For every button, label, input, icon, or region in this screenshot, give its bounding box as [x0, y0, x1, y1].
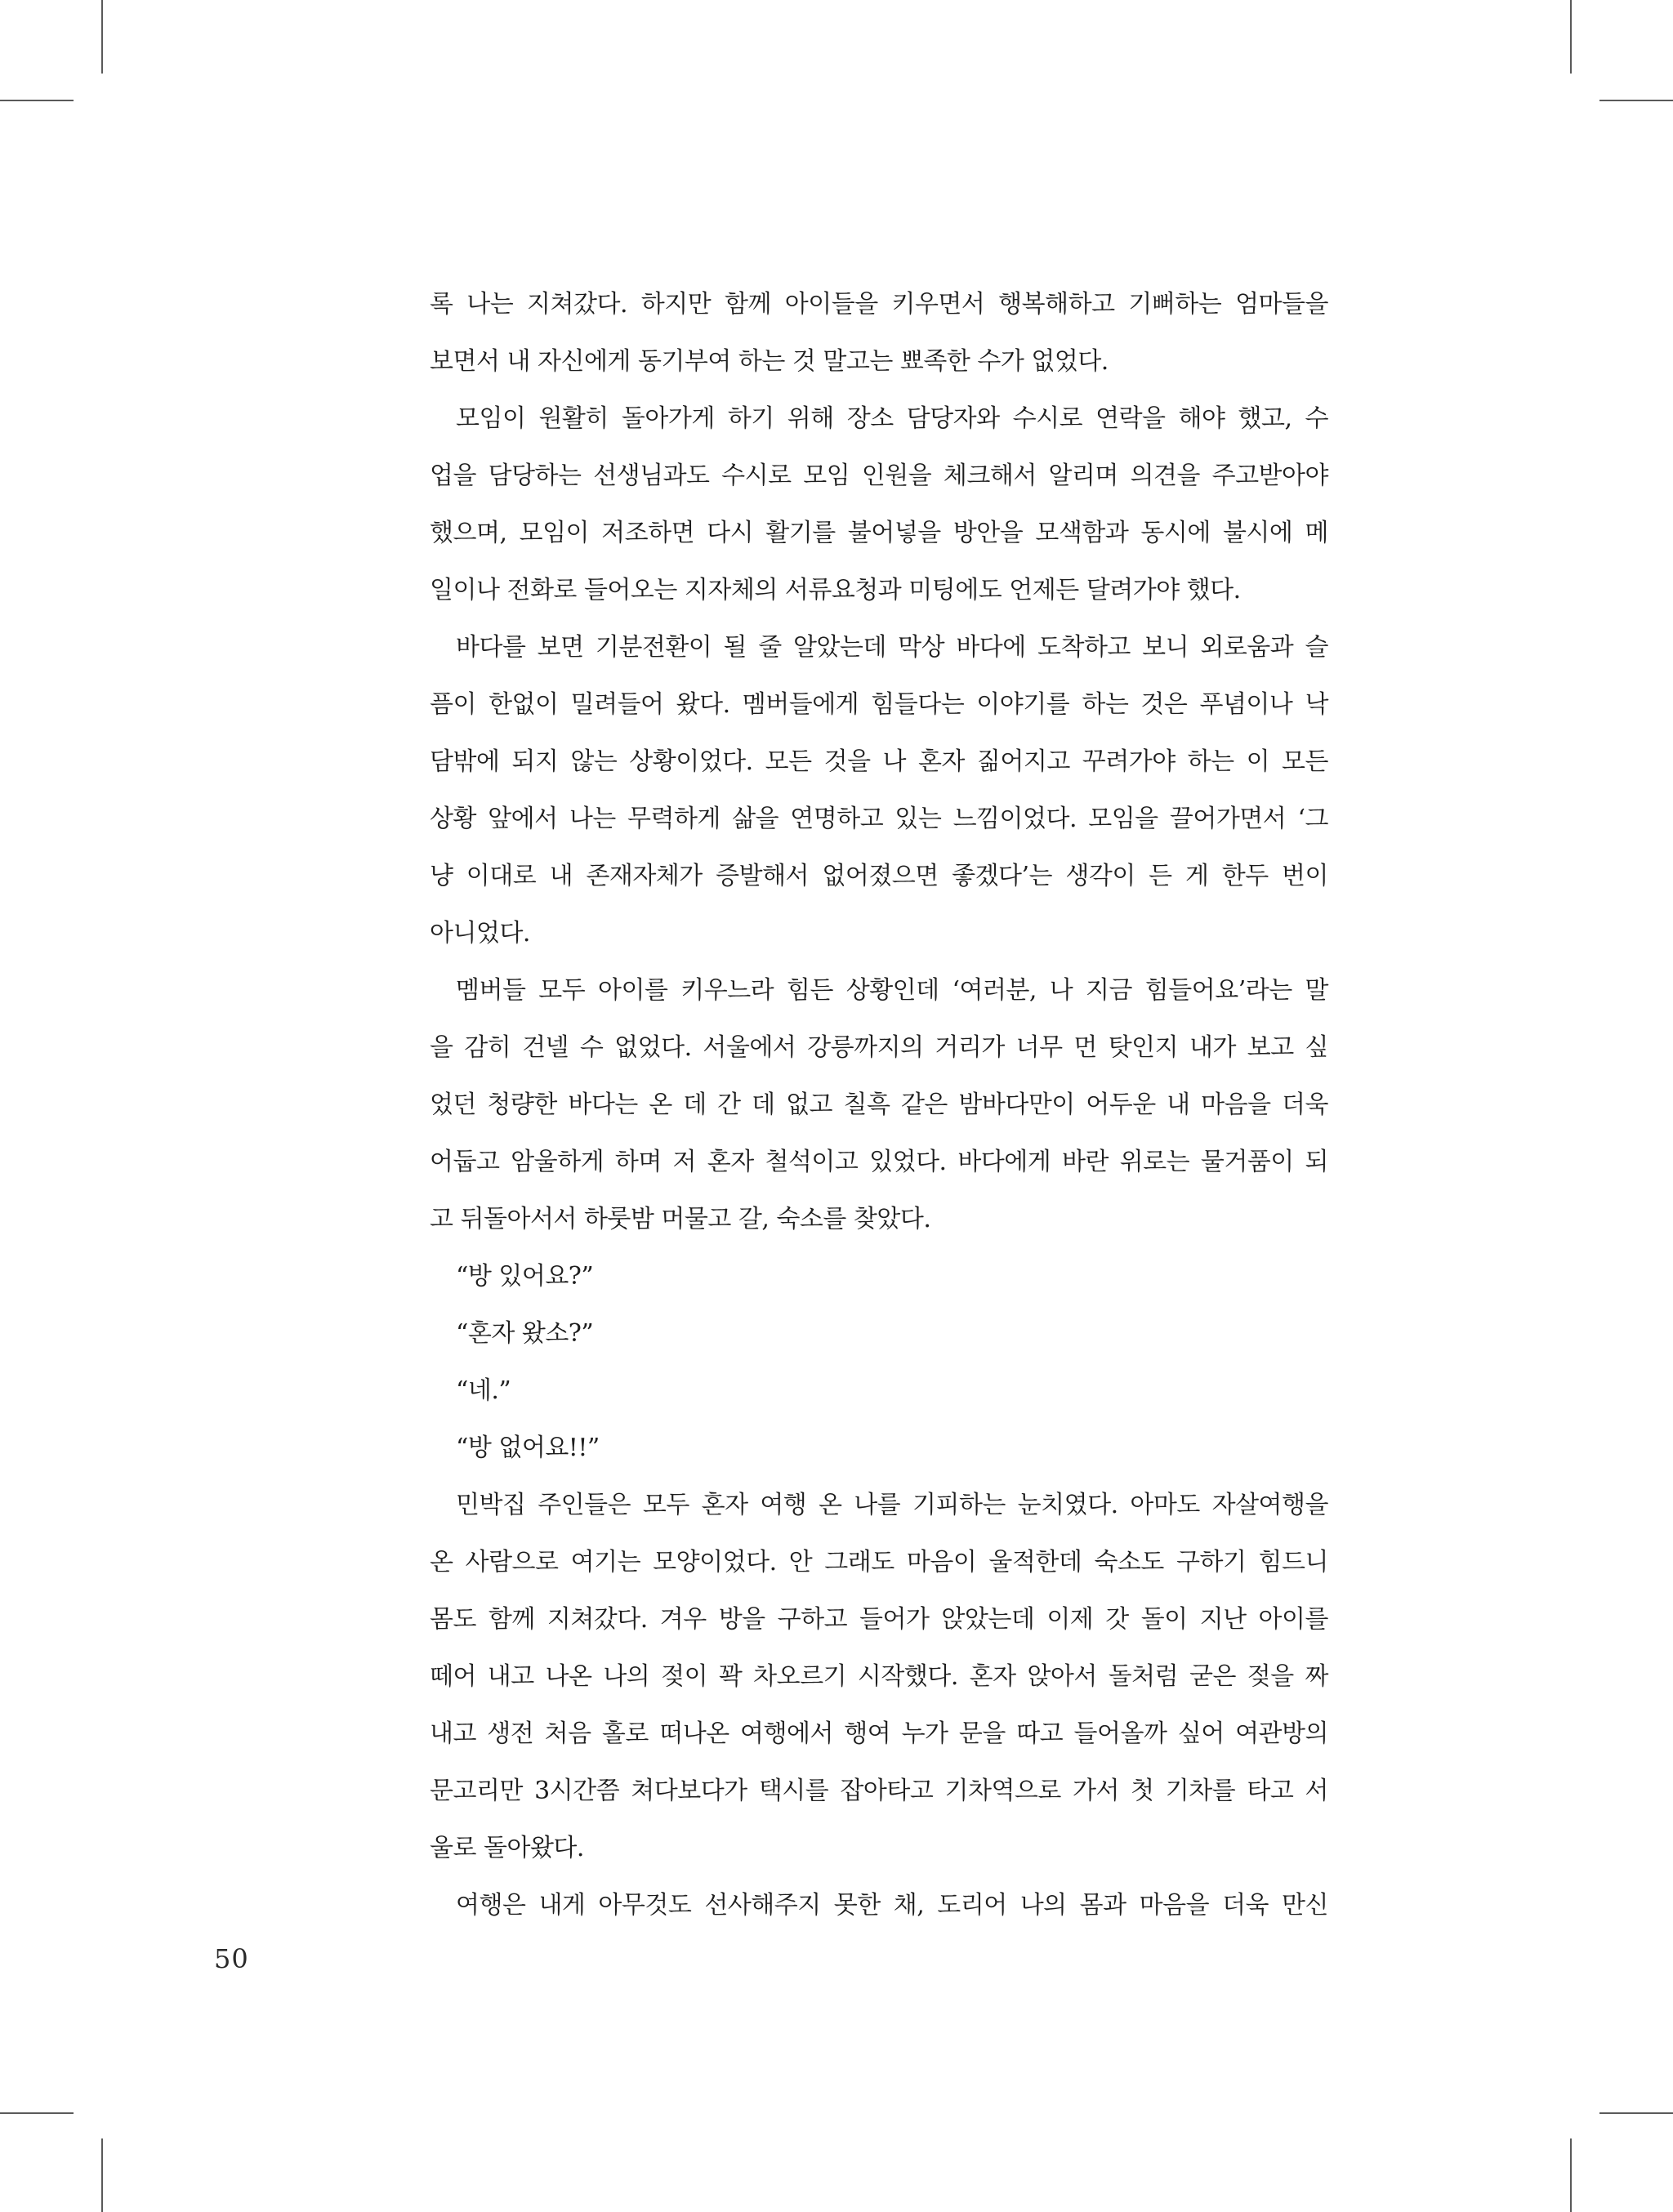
- text-line: 내고 생전 처음 홀로 떠나온 여행에서 행여 누가 문을 따고 들어올까 싶어 여관방의: [430, 1719, 1328, 1748]
- text-line: “방 없어요!!”: [456, 1434, 600, 1462]
- text-line: 업을 담당하는 선생님과도 수시로 모임 인원을 체크해서 알리며 의견을 주고받아야: [430, 462, 1328, 490]
- text-line: 했으며, 모임이 저조하면 다시 활기를 불어넣을 방안을 모색함과 동시에 불시에 메: [430, 519, 1328, 547]
- text-line: 고 뒤돌아서서 하룻밤 머물고 갈, 숙소를 찾았다.: [430, 1205, 931, 1233]
- text-line: 여행은 내게 아무것도 선사해주지 못한 채, 도리어 나의 몸과 마음을 더욱 만신: [456, 1891, 1328, 1920]
- text-line: 바다를 보면 기분전환이 될 줄 알았는데 막상 바다에 도착하고 보니 외로움과 슬: [456, 633, 1328, 662]
- text-line: 떼어 내고 나온 나의 젖이 꽉 차오르기 시작했다. 혼자 앉아서 돌처럼 굳은 젖을 짜: [430, 1662, 1328, 1691]
- text-line: 보면서 내 자신에게 동기부여 하는 것 말고는 뾰족한 수가 없었다.: [430, 347, 1109, 376]
- text-line: 온 사람으로 여기는 모양이었다. 안 그래도 마음이 울적한데 숙소도 구하기 힘드니: [430, 1548, 1328, 1576]
- crop-mark-bottom-left-vertical: [101, 2138, 103, 2212]
- text-line: 울로 돌아왔다.: [430, 1834, 584, 1862]
- text-line: 민박집 주인들은 모두 혼자 여행 온 나를 기피하는 눈치였다. 아마도 자살여행을: [456, 1491, 1328, 1519]
- text-line: 냥 이대로 내 존재자체가 증발해서 없어졌으면 좋겠다’는 생각이 든 게 한두 번이: [430, 862, 1328, 890]
- text-line: 일이나 전화로 들어오는 지자체의 서류요청과 미팅에도 언제든 달려가야 했다.: [430, 576, 1241, 604]
- text-line: 아니었다.: [430, 919, 530, 948]
- crop-mark-bottom-left-horizontal: [0, 2112, 74, 2114]
- text-line: 픔이 한없이 밀려들어 왔다. 멤버들에게 힘들다는 이야기를 하는 것은 푸념이나 낙: [430, 690, 1328, 719]
- text-line: 을 감히 건넬 수 없었다. 서울에서 강릉까지의 거리가 너무 먼 탓인지 내가 보고 싶: [430, 1033, 1328, 1062]
- crop-mark-bottom-right-vertical: [1570, 2138, 1572, 2212]
- text-line: 몸도 함께 지쳐갔다. 겨우 방을 구하고 들어가 앉았는데 이제 갓 돌이 지난 아이를: [430, 1605, 1328, 1634]
- text-line: 담밖에 되지 않는 상황이었다. 모든 것을 나 혼자 짊어지고 꾸려가야 하는 이 모든: [430, 747, 1328, 776]
- text-line: 모임이 원활히 돌아가게 하기 위해 장소 담당자와 수시로 연락을 해야 했고, 수: [456, 404, 1328, 433]
- text-line: 록 나는 지쳐갔다. 하지만 함께 아이들을 키우면서 행복해하고 기뻐하는 엄마들을: [430, 290, 1328, 319]
- text-line: “네.”: [456, 1376, 511, 1405]
- crop-mark-top-right-horizontal: [1599, 100, 1673, 101]
- text-line: 상황 앞에서 나는 무력하게 삶을 연명하고 있는 느낌이었다. 모임을 끌어가면서 ‘그: [430, 805, 1328, 833]
- body-text: [430, 276, 1328, 1934]
- crop-mark-top-left-vertical: [101, 0, 103, 74]
- text-line: 멤버들 모두 아이를 키우느라 힘든 상황인데 ‘여러분, 나 지금 힘들어요’라는 말: [456, 976, 1328, 1005]
- text-line: 었던 청량한 바다는 온 데 간 데 없고 칠흑 같은 밤바다만이 어두운 내 마음을 더욱: [430, 1090, 1328, 1119]
- text-line: 문고리만 3시간쯤 쳐다보다가 택시를 잡아타고 기차역으로 가서 첫 기차를 타고 서: [430, 1777, 1328, 1805]
- text-line: “혼자 왔소?”: [456, 1319, 594, 1348]
- text-line: “방 있어요?”: [456, 1262, 594, 1291]
- text-line: 어둡고 암울하게 하며 저 혼자 철석이고 있었다. 바다에게 바란 위로는 물거품이 되: [430, 1148, 1328, 1176]
- crop-mark-top-right-vertical: [1570, 0, 1572, 74]
- page-number: 50: [214, 1943, 249, 1974]
- crop-mark-bottom-right-horizontal: [1599, 2112, 1673, 2114]
- crop-mark-top-left-horizontal: [0, 100, 74, 101]
